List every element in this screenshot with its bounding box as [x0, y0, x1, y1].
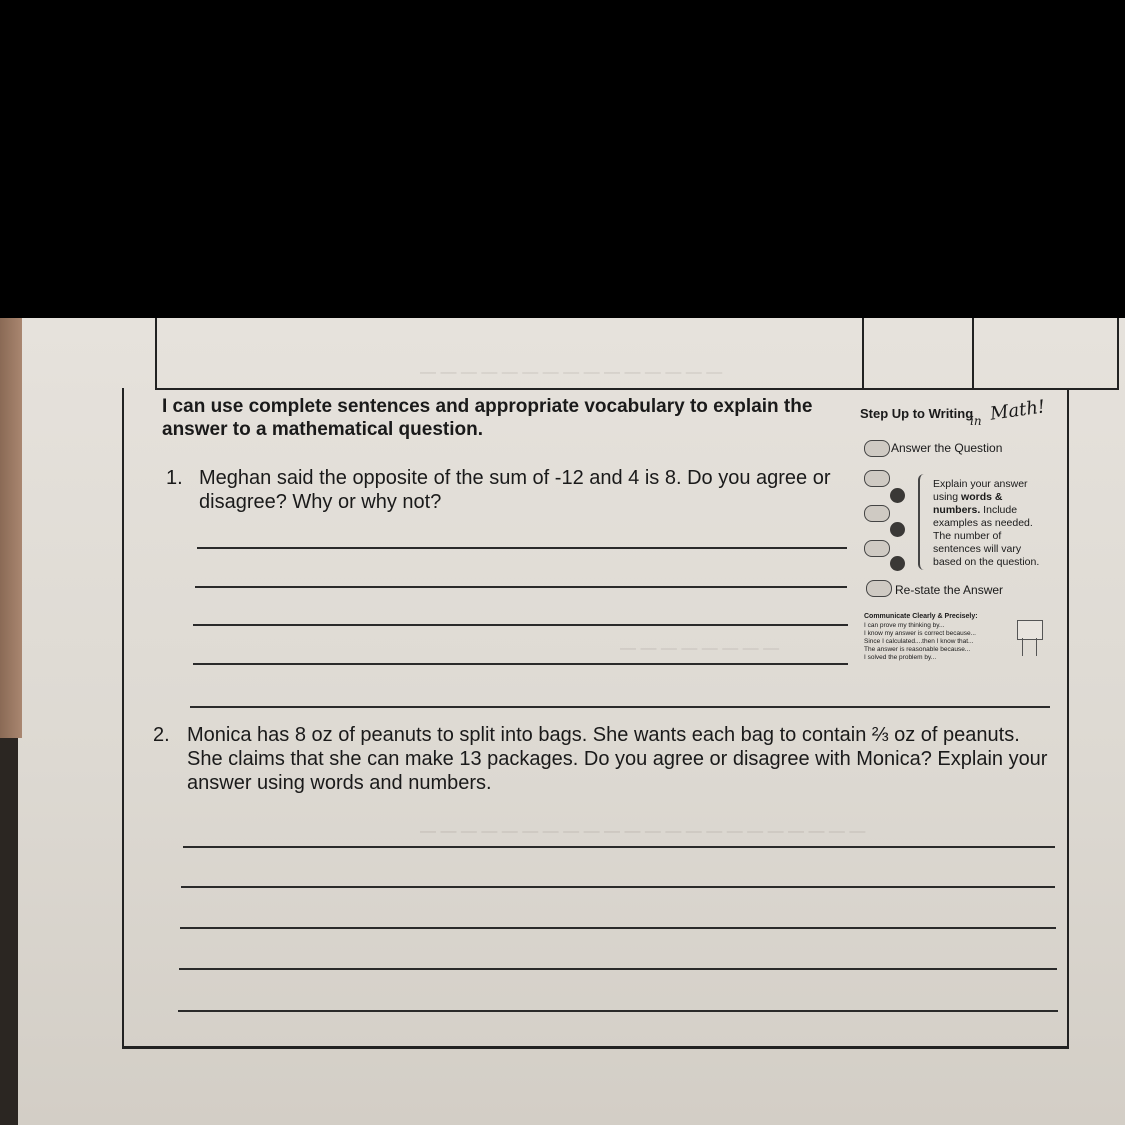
starter-item: I know my answer is correct because... [864, 630, 976, 637]
explain-bold: words & numbers. [933, 491, 1003, 516]
detail-dot-icon [890, 488, 905, 503]
answer-line[interactable] [193, 663, 848, 665]
reason-pill-icon [864, 505, 890, 522]
answer-line[interactable] [193, 624, 848, 626]
explain-text: Include examples as needed. The number of sentences will vary based on the question. [933, 504, 1040, 568]
sidebar-title-in: in [970, 414, 982, 428]
sidebar-title-math: Math! [988, 396, 1047, 425]
detail-dot-icon [890, 556, 905, 571]
answer-line[interactable] [181, 886, 1055, 888]
starter-item: I solved the problem by... [864, 654, 937, 661]
sidebar-title: Step Up to Writing [860, 406, 974, 421]
easel-icon [1017, 620, 1043, 640]
bleed-through-text: — — — — — — — — [620, 640, 780, 657]
bleed-through-text: — — — — — — — — — — — — — — — — — — — — — — [420, 823, 866, 840]
communicate-title: Communicate Clearly & Precisely: [864, 613, 978, 620]
question-text: Meghan said the opposite of the sum of -12 and 4 is 8. Do you agree or disagree? Why or why not? [199, 467, 831, 513]
easel-leg [1022, 638, 1023, 656]
bracket-icon [918, 474, 930, 570]
answer-line[interactable] [178, 1010, 1058, 1012]
question-number: 1. [166, 467, 183, 489]
learning-objective: I can use complete sentences and appropriate vocabulary to explain the answer to a mathematical question. [162, 396, 813, 440]
starter-item: I can prove my thinking by... [864, 622, 945, 629]
answer-line[interactable] [190, 706, 1050, 708]
reason-pill-icon [864, 470, 890, 487]
bleed-through-text: — — — — — — — — — — — — — — — [420, 364, 723, 381]
table-divider [862, 318, 864, 388]
answer-line[interactable] [179, 968, 1057, 970]
answer-line[interactable] [195, 586, 847, 588]
explain-text: Explain your answer using [933, 478, 1028, 503]
reason-pill-icon [864, 540, 890, 557]
table-divider [972, 318, 974, 388]
answer-question-label: Answer the Question [891, 441, 1003, 455]
answer-line[interactable] [197, 547, 847, 549]
sentence-starters [864, 622, 994, 662]
starter-item: The answer is reasonable because... [864, 646, 971, 653]
question-text: Monica has 8 oz of peanuts to split into bags. She wants each bag to contain ⅔ oz of peanuts. She claims that she can make 13 packages. Do you agree or disagree with Monica? Explain your answer using words and numbers. [187, 724, 1048, 794]
detail-dot-icon [890, 522, 905, 537]
question-number: 2. [153, 724, 170, 746]
answer-line[interactable] [180, 927, 1056, 929]
explain-instructions [933, 478, 1051, 569]
hand-edge [0, 318, 22, 738]
answer-line[interactable] [183, 846, 1055, 848]
easel-leg [1036, 638, 1037, 656]
answer-pill-icon [864, 440, 890, 457]
restate-answer-label: Re-state the Answer [895, 583, 1004, 597]
starter-item: Since I calculated....then I know that... [864, 638, 974, 645]
restate-pill-icon [866, 580, 892, 597]
top-table [155, 318, 1119, 390]
